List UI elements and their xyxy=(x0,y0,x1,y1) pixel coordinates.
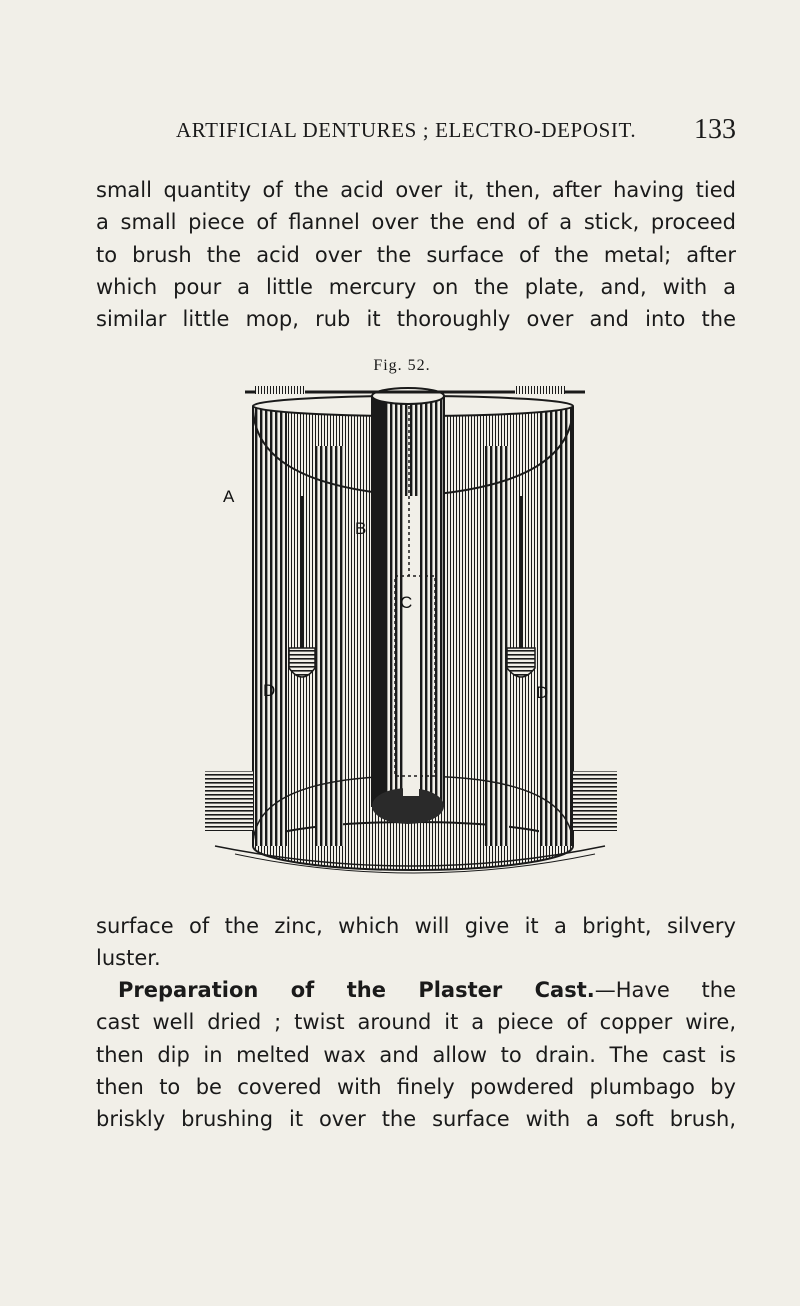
label-c: C xyxy=(400,593,413,612)
figure-electro-deposit-apparatus xyxy=(195,386,625,886)
text-line: then dip in melted wax and allow to drain. The cast is xyxy=(96,1042,736,1067)
text-line: briskly brushing it over the surface with a soft brush, xyxy=(96,1107,736,1132)
text-line: small quantity of the acid over it, then, after having tied xyxy=(96,178,736,202)
section-plaster-cast xyxy=(96,974,736,1135)
text-line: similar little mop, rub it thoroughly over and into the xyxy=(96,307,736,332)
apparatus-illustration xyxy=(195,386,625,886)
text-line: to brush the acid over the surface of the metal; after xyxy=(96,242,736,267)
text-line: which pour a little mercury on the plate, and, with a xyxy=(96,274,736,299)
label-b: B xyxy=(355,519,367,538)
text-line: a small piece of flannel over the end of a stick, proceed xyxy=(96,210,736,235)
paragraph-top xyxy=(96,174,736,335)
figure-caption: Fig. 52. xyxy=(373,357,431,374)
text-line: cast well dried ; twist around it a piece of copper wire, xyxy=(96,1010,736,1035)
section-first-line-rest: —Have the xyxy=(594,978,736,1002)
label-d-right: D xyxy=(536,683,549,702)
running-head-title: ARTIFICIAL DENTURES ; ELECTRO-DEPOSIT. xyxy=(176,118,637,142)
text-line: then to be covered with finely powdered plumbago by xyxy=(96,1074,736,1099)
paragraph-after-figure xyxy=(96,910,736,975)
section-first-line xyxy=(96,974,736,1006)
running-head xyxy=(176,114,736,145)
label-a: A xyxy=(223,487,235,506)
page-number: 133 xyxy=(694,114,736,145)
text-line: surface of the zinc, which will give it a bright, silvery xyxy=(96,914,736,938)
label-d-left: D xyxy=(263,681,276,700)
section-heading: Preparation of the Plaster Cast. xyxy=(118,978,595,1002)
text-line: luster. xyxy=(96,946,161,971)
